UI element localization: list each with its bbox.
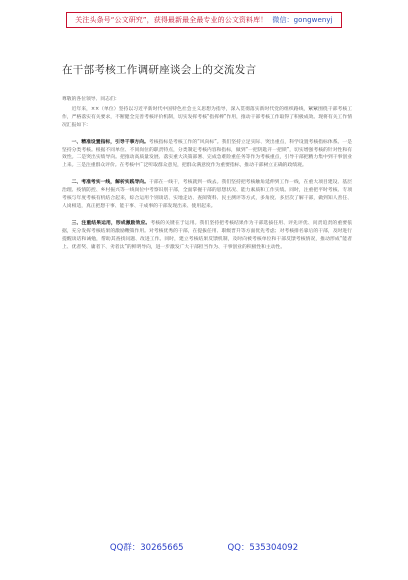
promo-text: 关注头条号“公文研究”，获得最新最全最专业的公文资料库！ <box>75 16 268 24</box>
section-heading-1: 一、精准设置指标，引导干事方向。 <box>71 139 149 145</box>
section-heading-2: 二、考准考实一线，解析实践导向。 <box>71 180 149 186</box>
salutation: 尊敬的各位领导、同志们： <box>62 97 120 102</box>
section-body-1: 考核指标是考核工作的“风向标”。我们坚持立足实际、突出重点，科学设置考核指标体系。一是坚持分类考核。根据不同单位、不同岗位的职责特点，分类制定考核内容和指标，做到“一把钥匙开一把锁”，切实增强考核的针对性和有效性。二是突出实绩导向。把推动高质量发展、落实重大决策部署、完成急难险重任务等作为考核重点，引导干部把精力集中到干事创业上来。三是注重群众评价。在考核中广泛听取群众意见，把群众满意度作为重要指标，推动干部树立正确的政绩观。 <box>62 139 352 169</box>
section-paragraph-2 <box>62 179 352 211</box>
footer-contacts <box>0 541 408 557</box>
intro-paragraph: 近年来，××（单位）坚持以习近平新时代中国特色社会主义思想为指导，深入贯彻落实新时代党的组织路线，紧紧围绕干部考核工作，严格落实有关要求，不断健全完善考核评价机制，切实发挥考核“指挥棒”作用，推动干部考核工作取得了积极成效。现将有关工作情况汇报如下： <box>62 106 352 128</box>
qq-number: QQ：535304092 <box>227 543 299 553</box>
section-body-3: 考核的关键在于运用。我们坚持把考核结果作为干部选拔任用、评先评优、问责追责的重要依据，充分发挥考核结果的激励鞭策作用。对考核优秀的干部，在提拔任用、职级晋升等方面优先考虑；对考核排名靠后的干部，及时进行提醒谈话和诫勉，帮助其查找问题、改进工作。同时，建立考核结果反馈机制，及时向被考核单位和干部反馈考核情况，推动形成“能者上、优者奖、庸者下、劣者汰”的鲜明导向，进一步激发广大干部担当作为、干事创业的积极性和主动性。 <box>62 220 352 250</box>
section-heading-3: 三、注重结果运用，形成激励效应。 <box>71 220 151 226</box>
section-body-2: 干部在一线干，考核就到一线去。我们坚持把考核触角延伸到工作一线，在重大项目建设、基层治理、疫情防控、乡村振兴等一线岗位中考察识别干部，全面掌握干部的思想状况、能力素质和工作实绩。同时，注重把平时考核、专项考核与年度考核有机结合起来，综合运用个别谈话、实地走访、查阅资料、民主测评等方式，多角度、多层次了解干部，做到知人善任、人岗相适，真正把想干事、能干事、干成事的干部发现出来、使用起来。 <box>62 180 352 209</box>
section-paragraph-1 <box>62 139 352 171</box>
document-title: 在干部考核工作调研座谈会上的交流发言 <box>62 64 257 76</box>
top-banner <box>0 0 408 40</box>
document-body <box>62 96 352 261</box>
section-paragraph-3 <box>62 220 352 252</box>
promo-banner-box <box>66 12 341 28</box>
wechat-id: 微信：gongwenyj <box>272 16 333 24</box>
qq-group-number: QQ群：30265665 <box>109 543 184 553</box>
